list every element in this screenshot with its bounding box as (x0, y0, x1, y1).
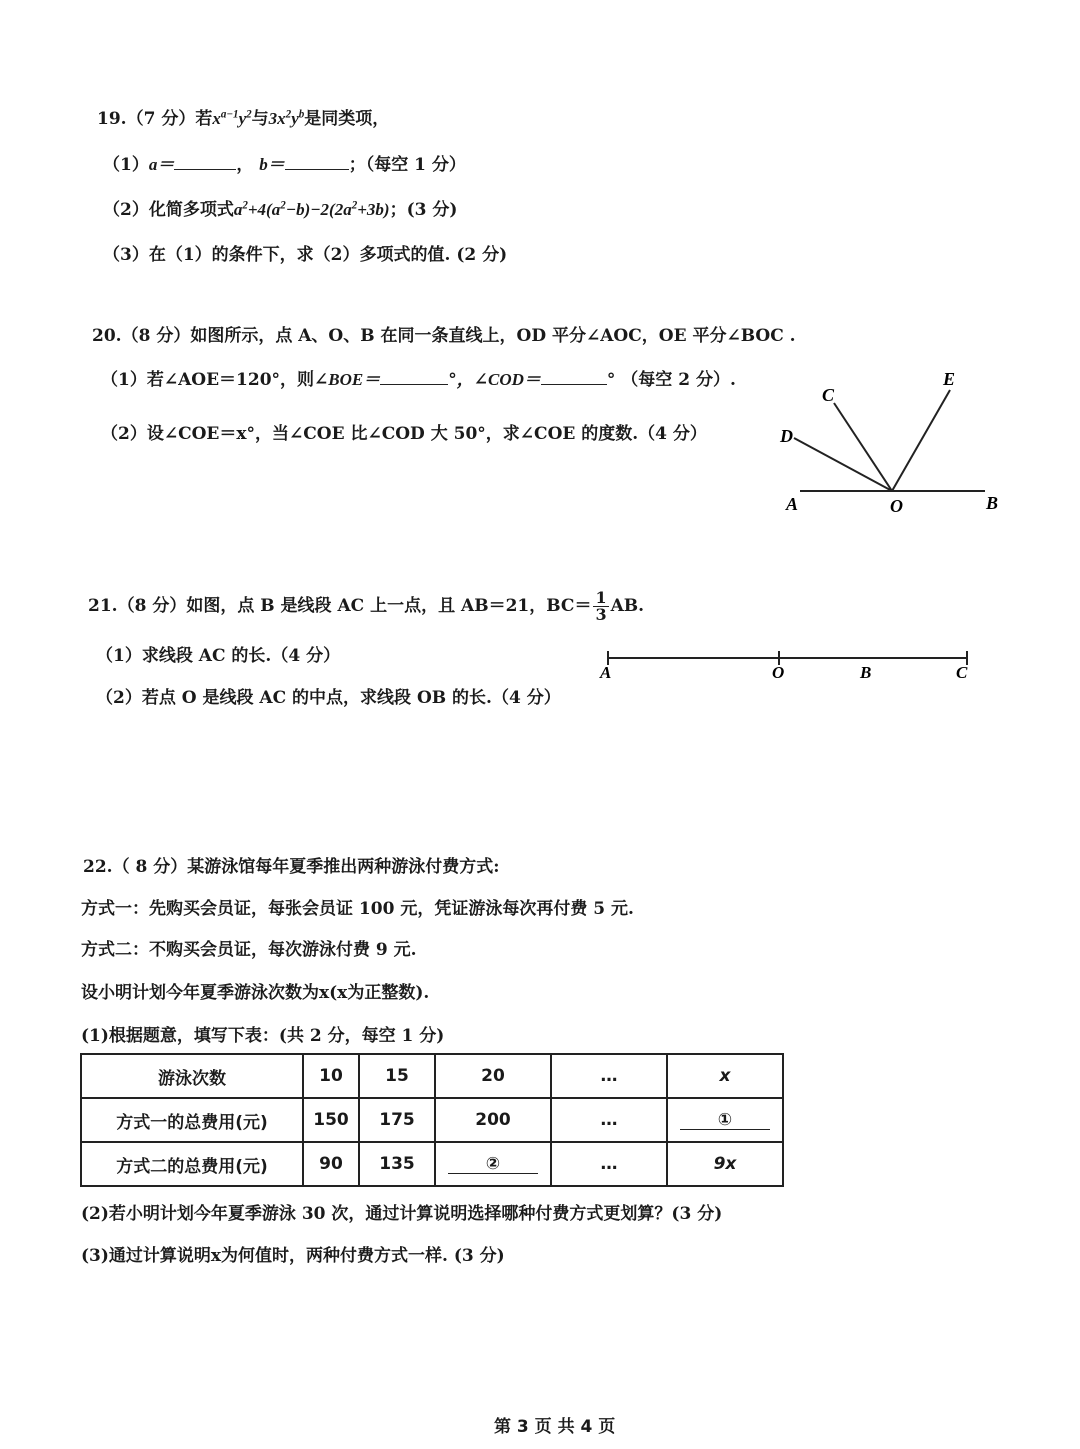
table-cell: 20 (435, 1054, 551, 1098)
q20-label-c: C (822, 385, 835, 405)
q21-fraction (593, 590, 608, 623)
q20-p2-label: （2） (101, 424, 147, 444)
q21-part1 (96, 641, 340, 666)
q22-points: （ 8 分） (112, 857, 188, 877)
q20-boe-blank[interactable] (380, 367, 448, 385)
q20-p1-end: （每空 2 分）. (621, 370, 736, 390)
q21-label-c: C (956, 663, 968, 682)
q19-p2-text: 化简多项式 (148, 200, 234, 220)
q22-fee-table (80, 1053, 784, 1187)
table-cell: 200 (435, 1098, 551, 1142)
q22-way2: 方式二：不购买会员证，每次游泳付费 9 元. (81, 940, 417, 960)
q19-part2 (103, 195, 457, 220)
q20-ray-oc (834, 403, 892, 491)
table-cell: 90 (303, 1142, 359, 1186)
table-cell: … (551, 1142, 667, 1186)
q20-p2-text: 设∠COE＝x°，当∠COE 比∠COD 大 50°，求∠COE 的度数.（4 分） (146, 424, 707, 444)
q19-p1-end: ；（每空 1 分） (348, 155, 466, 175)
q19-p3-text: 在（1）的条件下，求（2）多项式的值. (2 分) (148, 245, 508, 265)
q20-ray-od (794, 438, 892, 491)
q21-number: 21. (88, 596, 118, 616)
table-row-header (81, 1054, 783, 1098)
table-cell: 135 (359, 1142, 435, 1186)
q19-p2-label: （2） (103, 200, 149, 220)
q20-ray-oe (892, 390, 950, 491)
q20-boe-label: ∠BOE＝ (314, 370, 381, 389)
q22-setup: 设小明计划今年夏季游泳次数为x(x为正整数). (81, 983, 430, 1003)
q20-label-o: O (890, 496, 903, 516)
q21-stem (88, 590, 644, 623)
q19-part1 (103, 150, 466, 175)
q22-stem (83, 852, 500, 877)
q21-label-b: B (860, 663, 872, 682)
q22-stem-text: 某游泳馆每年夏季推出两种游泳付费方式: (187, 857, 500, 877)
q21-p1-text: 求线段 AC 的长.（4 分） (141, 646, 341, 666)
q20-label-b: B (986, 493, 999, 513)
q20-deg2: ° (606, 370, 616, 390)
table-cell: 方式二的总费用(元) (81, 1142, 303, 1186)
q22-part2: (2)若小明计划今年夏季游泳 30 次，通过计算说明选择哪种付费方式更划算？(3 分) (81, 1204, 723, 1224)
q21-points: （8 分） (117, 596, 187, 616)
q19-points: （7 分） (126, 109, 196, 129)
answer-blank-2[interactable]: ② (448, 1155, 538, 1175)
table-row-way2 (81, 1142, 783, 1186)
q19-stem-mid: 与 (251, 109, 269, 129)
q21-frac-den: 3 (595, 605, 607, 624)
q20-stem-text: 如图所示，点 A、O、B 在同一条直线上，OD 平分∠AOC，OE 平分∠BOC . (190, 326, 796, 346)
q21-frac-num: 1 (595, 588, 607, 607)
q22-part3: (3)通过计算说明x为何值时，两种付费方式一样. (3 分) (81, 1246, 505, 1266)
table-cell: 方式一的总费用(元) (81, 1098, 303, 1142)
q19-a-blank[interactable] (174, 152, 236, 170)
table-cell (435, 1142, 551, 1186)
q19-stem (97, 104, 389, 129)
table-cell: 15 (359, 1054, 435, 1098)
page-footer: 第 3 页 共 4 页 (494, 1417, 616, 1437)
q19-p3-label: （3） (103, 245, 149, 265)
table-cell: 10 (303, 1054, 359, 1098)
q20-number: 20. (92, 326, 122, 346)
q20-cod-blank[interactable] (541, 367, 607, 385)
table-cell (667, 1098, 783, 1142)
q20-p1-pre: 若∠AOE＝120°，则 (146, 370, 315, 390)
table-cell: 游泳次数 (81, 1054, 303, 1098)
table-cell: … (551, 1054, 667, 1098)
q20-label-a: A (786, 494, 799, 514)
q22-part1: (1)根据题意，填写下表：(共 2 分，每空 1 分) (81, 1026, 445, 1046)
q19-stem-pre: 若 (195, 109, 213, 129)
q22-number: 22. (83, 857, 113, 877)
q20-stem (92, 321, 796, 346)
answer-blank-1[interactable]: ① (680, 1111, 770, 1131)
q19-polynomial: $a^2+4(a^2-b)-2(2a^2+3b)$ (233, 199, 390, 219)
q19-p2-end: ；(3 分) (389, 200, 458, 220)
q20-part1 (101, 365, 736, 390)
q19-p1-label: （1） (103, 155, 149, 175)
q19-stem-post: 是同类项， (304, 109, 390, 129)
q20-p1-label: （1） (101, 370, 147, 390)
table-cell: x (667, 1054, 783, 1098)
q21-stem-pre: 如图，点 B 是线段 AC 上一点，且 AB＝21，BC＝ (186, 596, 592, 616)
q21-p2-label: （2） (96, 688, 142, 708)
table-row-way1 (81, 1098, 783, 1142)
q19-p1-sep: ， (236, 155, 254, 175)
q20-deg1: ° (448, 370, 457, 390)
q19-term2: $3x^2y^b$ (268, 108, 305, 128)
q19-b-label: b＝ (259, 155, 285, 174)
table-cell: 175 (359, 1098, 435, 1142)
q20-label-e: E (943, 369, 956, 389)
q19-term1: $x^{a-1}y^2$ (212, 108, 252, 128)
q21-label-a: A (600, 663, 612, 682)
q21-label-o: O (772, 663, 785, 682)
q20-part2 (101, 419, 707, 444)
q21-p1-label: （1） (96, 646, 142, 666)
q22-way1: 方式一：先购买会员证，每张会员证 100 元，凭证游泳每次再付费 5 元. (81, 899, 634, 919)
q19-number: 19. (97, 109, 127, 129)
q21-p2-text: 若点 O 是线段 AC 的中点，求线段 OB 的长.（4 分） (141, 688, 561, 708)
q21-part2 (96, 683, 561, 708)
q20-label-d: D (780, 426, 793, 446)
q20-angle-figure (770, 360, 1020, 520)
table-cell: 9x (667, 1142, 783, 1186)
q19-a-label: a＝ (148, 155, 175, 174)
q20-points: （8 分） (121, 326, 191, 346)
table-cell: … (551, 1098, 667, 1142)
q21-stem-post: AB. (610, 596, 645, 616)
q19-b-blank[interactable] (285, 152, 349, 170)
q21-segment-figure (590, 642, 990, 687)
q20-cod-label: ，∠COD＝ (456, 370, 541, 389)
table-cell: 150 (303, 1098, 359, 1142)
q19-part3 (103, 240, 507, 265)
